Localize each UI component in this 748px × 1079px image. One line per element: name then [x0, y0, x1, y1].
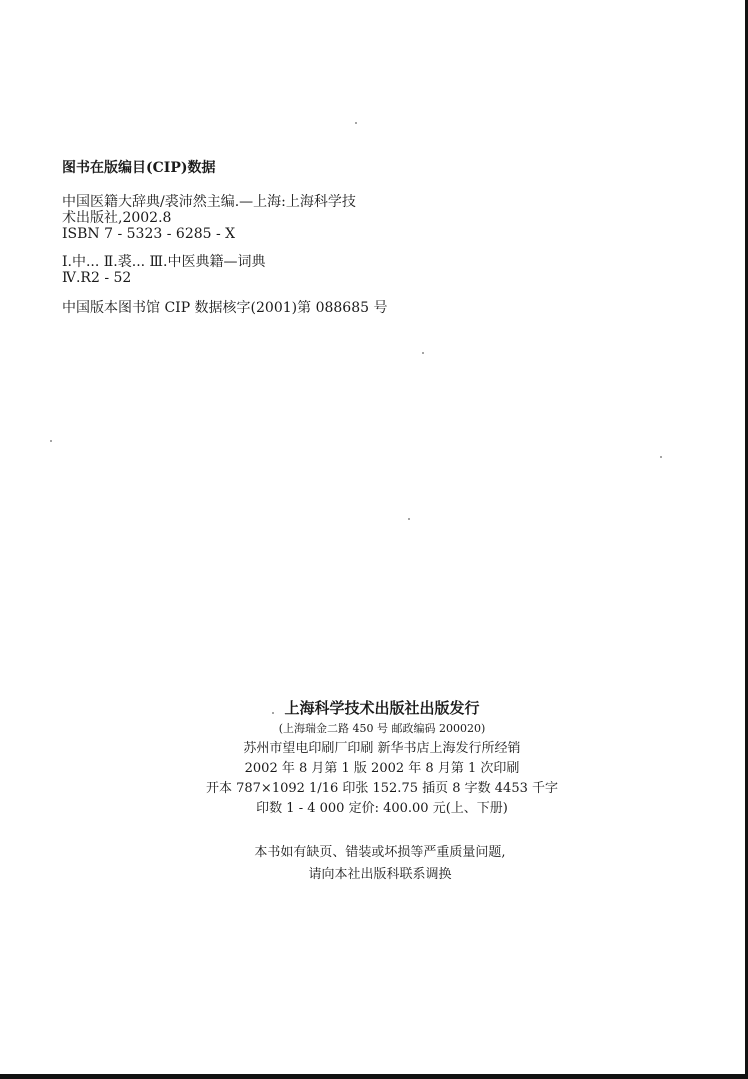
cip-bibliographic-line: 术出版社,2002.8 [62, 210, 172, 226]
publisher-address: (上海瑞金二路 450 号 邮政编码 200020) [278, 722, 486, 735]
notice-line: 本书如有缺页、错装或坏损等严重质量问题, [254, 845, 506, 860]
edition-info: 2002 年 8 月第 1 版 2002 年 8 月第 1 次印刷 [244, 761, 520, 776]
publisher: 上海科学技术出版社出版发行 [284, 699, 480, 717]
copies-price: 印数 1 - 4 000 定价: 400.00 元(上、下册) [256, 801, 508, 816]
scan-speck [50, 440, 52, 442]
scan-speck [422, 352, 424, 354]
scan-speck [660, 456, 662, 458]
cip-data-block [62, 160, 482, 316]
scan-speck [408, 518, 410, 520]
cip-classification: Ⅳ.R2 - 52 [62, 270, 132, 286]
scan-edge-bottom [0, 1074, 748, 1079]
quality-notice [200, 842, 560, 886]
cip-isbn: ISBN 7 - 5323 - 6285 - X [62, 226, 236, 242]
cip-title: 图书在版编目(CIP)数据 [62, 160, 216, 176]
notice-line: 请向本社出版科联系调换 [308, 867, 452, 882]
scan-speck [355, 122, 357, 124]
publication-info [190, 697, 574, 819]
printer-distributor: 苏州市望电印刷厂印刷 新华书店上海发行所经销 [243, 741, 521, 756]
cip-subject-line: Ⅰ.中... Ⅱ.裘... Ⅲ.中医典籍—词典 [62, 254, 266, 270]
format-info: 开本 787×1092 1/16 印张 152.75 插页 8 字数 4453 千字 [205, 781, 559, 796]
cip-bibliographic-line: 中国医籍大辞典/裘沛然主编.—上海:上海科学技 [62, 194, 356, 210]
cip-record-number: 中国版本图书馆 CIP 数据核字(2001)第 088685 号 [62, 300, 388, 316]
